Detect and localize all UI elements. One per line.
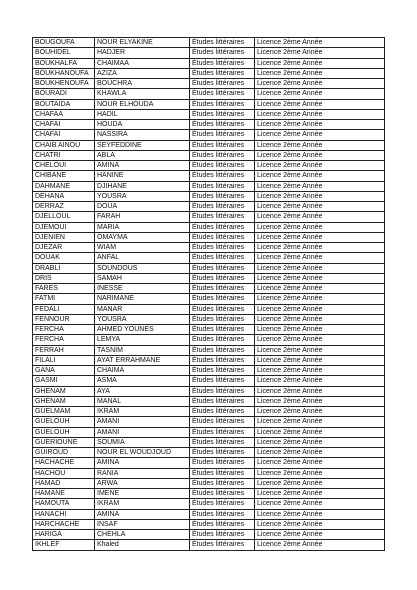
field-cell: Études littéraires [190, 519, 255, 529]
level-cell: Licence 2ème Année [255, 325, 385, 335]
last-name-cell: DEHANA [33, 191, 95, 201]
last-name-cell: BOUKHENOUFA [33, 79, 95, 89]
table-row [33, 232, 385, 242]
last-name-cell: BOUKHANOUFA [33, 68, 95, 78]
last-name-cell: FERCHA [33, 335, 95, 345]
last-name-cell: HAMANE [33, 489, 95, 499]
table-row [33, 325, 385, 335]
table-row [33, 99, 385, 109]
level-cell: Licence 2ème Année [255, 478, 385, 488]
field-cell: Études littéraires [190, 540, 255, 550]
first-name-cell: WIAM [95, 243, 190, 253]
level-cell: Licence 2ème Année [255, 540, 385, 550]
last-name-cell: HARCHACHE [33, 519, 95, 529]
field-cell: Études littéraires [190, 222, 255, 232]
level-cell: Licence 2ème Année [255, 366, 385, 376]
level-cell: Licence 2ème Année [255, 89, 385, 99]
table-row [33, 130, 385, 140]
first-name-cell: YOUSRA [95, 191, 190, 201]
field-cell: Études littéraires [190, 243, 255, 253]
table-row [33, 202, 385, 212]
first-name-cell: NARIMANE [95, 294, 190, 304]
table-row [33, 458, 385, 468]
table-row [33, 89, 385, 99]
table-row [33, 386, 385, 396]
field-cell: Études littéraires [190, 509, 255, 519]
table-row [33, 417, 385, 427]
level-cell: Licence 2ème Année [255, 304, 385, 314]
last-name-cell: FERRAH [33, 345, 95, 355]
last-name-cell: DRABLI [33, 263, 95, 273]
field-cell: Études littéraires [190, 99, 255, 109]
table-row [33, 304, 385, 314]
level-cell: Licence 2ème Année [255, 130, 385, 140]
last-name-cell: CHAIB AINOU [33, 140, 95, 150]
first-name-cell: IMENE [95, 489, 190, 499]
field-cell: Études littéraires [190, 58, 255, 68]
level-cell: Licence 2ème Année [255, 273, 385, 283]
first-name-cell: Khaled [95, 540, 190, 550]
first-name-cell: IKRAM [95, 499, 190, 509]
roster-table-body [33, 38, 385, 551]
level-cell: Licence 2ème Année [255, 171, 385, 181]
last-name-cell: BOUHIDEL [33, 48, 95, 58]
last-name-cell: BOUTAIDA [33, 99, 95, 109]
first-name-cell: AMINA [95, 458, 190, 468]
table-row [33, 212, 385, 222]
table-row [33, 519, 385, 529]
field-cell: Études littéraires [190, 396, 255, 406]
last-name-cell: DOUAK [33, 253, 95, 263]
first-name-cell: HOUDA [95, 120, 190, 130]
field-cell: Études littéraires [190, 355, 255, 365]
first-name-cell: MARIA [95, 222, 190, 232]
field-cell: Études littéraires [190, 140, 255, 150]
table-row [33, 140, 385, 150]
level-cell: Licence 2ème Année [255, 48, 385, 58]
first-name-cell: OMAYMA [95, 232, 190, 242]
last-name-cell: CHAFAI [33, 120, 95, 130]
first-name-cell: AHMED YOUNES [95, 325, 190, 335]
field-cell: Études littéraires [190, 68, 255, 78]
last-name-cell: BOUGOUFA [33, 38, 95, 48]
table-row [33, 468, 385, 478]
last-name-cell: FEDALI [33, 304, 95, 314]
table-row [33, 253, 385, 263]
table-row [33, 355, 385, 365]
first-name-cell: CHEHLA [95, 530, 190, 540]
level-cell: Licence 2ème Année [255, 427, 385, 437]
table-row [33, 58, 385, 68]
last-name-cell: GASMI [33, 376, 95, 386]
field-cell: Études littéraires [190, 202, 255, 212]
level-cell: Licence 2ème Année [255, 345, 385, 355]
field-cell: Études littéraires [190, 499, 255, 509]
level-cell: Licence 2ème Année [255, 294, 385, 304]
first-name-cell: AMANI [95, 417, 190, 427]
field-cell: Études littéraires [190, 294, 255, 304]
level-cell: Licence 2ème Année [255, 376, 385, 386]
last-name-cell: DJELLOUL [33, 212, 95, 222]
last-name-cell: GUELOUH [33, 427, 95, 437]
last-name-cell: GUERIOUNE [33, 437, 95, 447]
field-cell: Études littéraires [190, 284, 255, 294]
table-row [33, 109, 385, 119]
first-name-cell: INESSE [95, 284, 190, 294]
level-cell: Licence 2ème Année [255, 396, 385, 406]
field-cell: Études littéraires [190, 335, 255, 345]
first-name-cell: MANAL [95, 396, 190, 406]
table-row [33, 448, 385, 458]
first-name-cell: YOUSRA [95, 314, 190, 324]
level-cell: Licence 2ème Année [255, 212, 385, 222]
level-cell: Licence 2ème Année [255, 448, 385, 458]
first-name-cell: TASNIM [95, 345, 190, 355]
level-cell: Licence 2ème Année [255, 263, 385, 273]
last-name-cell: GHENAM [33, 386, 95, 396]
first-name-cell: IKRAM [95, 407, 190, 417]
level-cell: Licence 2ème Année [255, 355, 385, 365]
table-row [33, 540, 385, 550]
field-cell: Études littéraires [190, 171, 255, 181]
table-row [33, 161, 385, 171]
level-cell: Licence 2ème Année [255, 417, 385, 427]
last-name-cell: HANACHI [33, 509, 95, 519]
last-name-cell: CHELOUI [33, 161, 95, 171]
field-cell: Études littéraires [190, 366, 255, 376]
level-cell: Licence 2ème Année [255, 58, 385, 68]
level-cell: Licence 2ème Année [255, 150, 385, 160]
table-row [33, 273, 385, 283]
first-name-cell: NOUR ELHOUDA [95, 99, 190, 109]
last-name-cell: HAMAD [33, 478, 95, 488]
last-name-cell: DJEZAR [33, 243, 95, 253]
level-cell: Licence 2ème Année [255, 335, 385, 345]
student-roster-table [32, 37, 385, 551]
first-name-cell: HADJER [95, 48, 190, 58]
first-name-cell: INSAF [95, 519, 190, 529]
first-name-cell: HADIL [95, 109, 190, 119]
first-name-cell: ANFAL [95, 253, 190, 263]
level-cell: Licence 2ème Année [255, 181, 385, 191]
table-row [33, 263, 385, 273]
level-cell: Licence 2ème Année [255, 407, 385, 417]
field-cell: Études littéraires [190, 89, 255, 99]
last-name-cell: HACHOU [33, 468, 95, 478]
last-name-cell: GUELMAM [33, 407, 95, 417]
first-name-cell: NOUR ELYAKINE [95, 38, 190, 48]
table-row [33, 345, 385, 355]
field-cell: Études littéraires [190, 407, 255, 417]
field-cell: Études littéraires [190, 386, 255, 396]
first-name-cell: KHAWLA [95, 89, 190, 99]
level-cell: Licence 2ème Année [255, 284, 385, 294]
field-cell: Études littéraires [190, 458, 255, 468]
first-name-cell: SOUNDOUS [95, 263, 190, 273]
level-cell: Licence 2ème Année [255, 499, 385, 509]
table-row [33, 489, 385, 499]
last-name-cell: FERCHA [33, 325, 95, 335]
field-cell: Études littéraires [190, 427, 255, 437]
first-name-cell: AZIZA [95, 68, 190, 78]
last-name-cell: DERRAZ [33, 202, 95, 212]
field-cell: Études littéraires [190, 376, 255, 386]
table-row [33, 79, 385, 89]
first-name-cell: ASMA [95, 376, 190, 386]
table-row [33, 294, 385, 304]
first-name-cell: HANINE [95, 171, 190, 181]
level-cell: Licence 2ème Année [255, 99, 385, 109]
last-name-cell: DJEMOUI [33, 222, 95, 232]
first-name-cell: ABLA [95, 150, 190, 160]
field-cell: Études littéraires [190, 448, 255, 458]
table-row [33, 120, 385, 130]
table-row [33, 243, 385, 253]
table-row [33, 191, 385, 201]
field-cell: Études littéraires [190, 48, 255, 58]
last-name-cell: DAHMANE [33, 181, 95, 191]
first-name-cell: FARAH [95, 212, 190, 222]
last-name-cell: DJENIEN [33, 232, 95, 242]
field-cell: Études littéraires [190, 417, 255, 427]
table-row [33, 437, 385, 447]
field-cell: Études littéraires [190, 79, 255, 89]
last-name-cell: CHIBANE [33, 171, 95, 181]
level-cell: Licence 2ème Année [255, 161, 385, 171]
table-row [33, 284, 385, 294]
level-cell: Licence 2ème Année [255, 386, 385, 396]
level-cell: Licence 2ème Année [255, 109, 385, 119]
field-cell: Études littéraires [190, 345, 255, 355]
level-cell: Licence 2ème Année [255, 232, 385, 242]
field-cell: Études littéraires [190, 120, 255, 130]
last-name-cell: IKHLEF [33, 540, 95, 550]
field-cell: Études littéraires [190, 191, 255, 201]
last-name-cell: GHENAM [33, 396, 95, 406]
first-name-cell: CHAIMAA [95, 58, 190, 68]
first-name-cell: AYA [95, 386, 190, 396]
first-name-cell: RANIA [95, 468, 190, 478]
level-cell: Licence 2ème Année [255, 468, 385, 478]
level-cell: Licence 2ème Année [255, 191, 385, 201]
table-row [33, 38, 385, 48]
field-cell: Études littéraires [190, 468, 255, 478]
field-cell: Études littéraires [190, 314, 255, 324]
field-cell: Études littéraires [190, 437, 255, 447]
level-cell: Licence 2ème Année [255, 243, 385, 253]
level-cell: Licence 2ème Année [255, 68, 385, 78]
first-name-cell: AMINA [95, 161, 190, 171]
level-cell: Licence 2ème Année [255, 509, 385, 519]
table-row [33, 150, 385, 160]
level-cell: Licence 2ème Année [255, 202, 385, 212]
last-name-cell: CHAFAA [33, 109, 95, 119]
field-cell: Études littéraires [190, 38, 255, 48]
field-cell: Études littéraires [190, 232, 255, 242]
table-row [33, 376, 385, 386]
field-cell: Études littéraires [190, 161, 255, 171]
first-name-cell: CHAIMA [95, 366, 190, 376]
first-name-cell: NOUR EL WOUDJOUD [95, 448, 190, 458]
first-name-cell: SAMAH [95, 273, 190, 283]
table-row [33, 478, 385, 488]
last-name-cell: BOUKHALFA [33, 58, 95, 68]
last-name-cell: FATMI [33, 294, 95, 304]
last-name-cell: BOURADI [33, 89, 95, 99]
level-cell: Licence 2ème Année [255, 489, 385, 499]
field-cell: Études littéraires [190, 212, 255, 222]
field-cell: Études littéraires [190, 478, 255, 488]
field-cell: Études littéraires [190, 181, 255, 191]
last-name-cell: CHAFAI [33, 130, 95, 140]
table-row [33, 499, 385, 509]
first-name-cell: ARWA [95, 478, 190, 488]
level-cell: Licence 2ème Année [255, 120, 385, 130]
first-name-cell: SEYFEDDINE [95, 140, 190, 150]
table-row [33, 427, 385, 437]
level-cell: Licence 2ème Année [255, 458, 385, 468]
first-name-cell: BOUCHRA [95, 79, 190, 89]
first-name-cell: DOUA [95, 202, 190, 212]
table-row [33, 530, 385, 540]
first-name-cell: MANAR [95, 304, 190, 314]
field-cell: Études littéraires [190, 530, 255, 540]
first-name-cell: NASSIRA [95, 130, 190, 140]
last-name-cell: FARES [33, 284, 95, 294]
field-cell: Études littéraires [190, 489, 255, 499]
table-row [33, 366, 385, 376]
table-row [33, 48, 385, 58]
level-cell: Licence 2ème Année [255, 222, 385, 232]
level-cell: Licence 2ème Année [255, 79, 385, 89]
first-name-cell: SOUMIA [95, 437, 190, 447]
table-row [33, 68, 385, 78]
table-row [33, 407, 385, 417]
field-cell: Études littéraires [190, 253, 255, 263]
field-cell: Études littéraires [190, 109, 255, 119]
first-name-cell: AMINA [95, 509, 190, 519]
field-cell: Études littéraires [190, 273, 255, 283]
level-cell: Licence 2ème Année [255, 140, 385, 150]
table-row [33, 222, 385, 232]
field-cell: Études littéraires [190, 304, 255, 314]
first-name-cell: AMANI [95, 427, 190, 437]
level-cell: Licence 2ème Année [255, 530, 385, 540]
table-row [33, 509, 385, 519]
last-name-cell: HAMOUTA [33, 499, 95, 509]
table-row [33, 396, 385, 406]
table-row [33, 171, 385, 181]
last-name-cell: FENNOUR [33, 314, 95, 324]
last-name-cell: GANA [33, 366, 95, 376]
table-row [33, 314, 385, 324]
level-cell: Licence 2ème Année [255, 437, 385, 447]
table-row [33, 335, 385, 345]
first-name-cell: AYAT ERRAHMANE [95, 355, 190, 365]
field-cell: Études littéraires [190, 263, 255, 273]
last-name-cell: HACHACHE [33, 458, 95, 468]
field-cell: Études littéraires [190, 150, 255, 160]
last-name-cell: GUELOUH [33, 417, 95, 427]
field-cell: Études littéraires [190, 325, 255, 335]
first-name-cell: LEMYA [95, 335, 190, 345]
last-name-cell: HARIGA [33, 530, 95, 540]
field-cell: Études littéraires [190, 130, 255, 140]
last-name-cell: GUIROUD [33, 448, 95, 458]
last-name-cell: FILALI [33, 355, 95, 365]
level-cell: Licence 2ème Année [255, 253, 385, 263]
level-cell: Licence 2ème Année [255, 314, 385, 324]
table-row [33, 181, 385, 191]
level-cell: Licence 2ème Année [255, 38, 385, 48]
first-name-cell: DJIHANE [95, 181, 190, 191]
level-cell: Licence 2ème Année [255, 519, 385, 529]
last-name-cell: CHATRI [33, 150, 95, 160]
last-name-cell: DRIS [33, 273, 95, 283]
